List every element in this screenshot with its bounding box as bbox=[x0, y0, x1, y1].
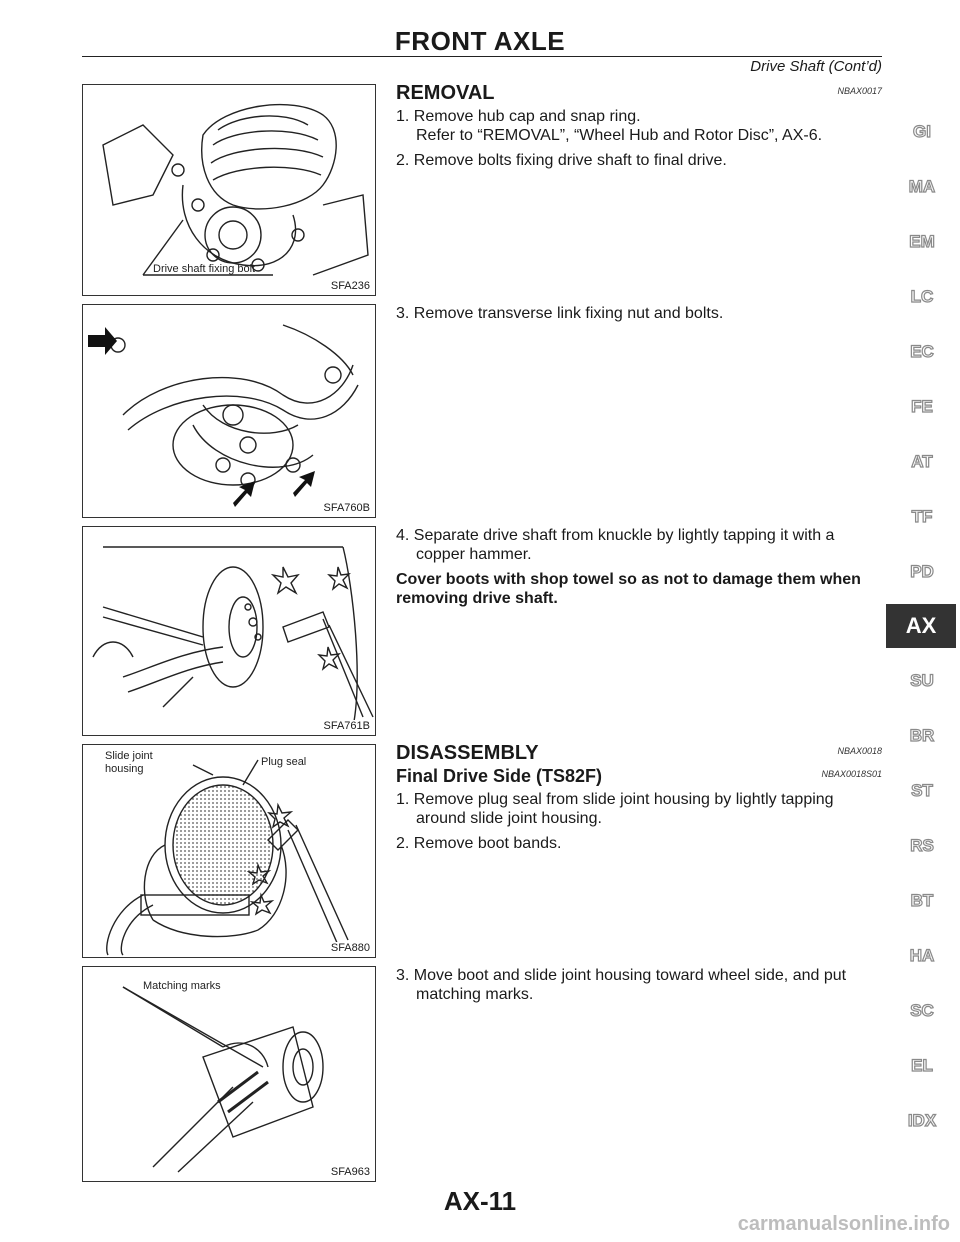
page-number: AX-11 bbox=[443, 1186, 517, 1216]
tab-fe[interactable]: FE bbox=[911, 397, 933, 416]
removal-heading: REMOVAL NBAX0017 bbox=[396, 82, 882, 104]
removal-code: NBAX0017 bbox=[837, 86, 882, 96]
tab-idx[interactable]: IDX bbox=[907, 1111, 937, 1130]
figure-code: SFA236 bbox=[330, 280, 370, 292]
header-rule bbox=[82, 56, 882, 57]
hammer-knuckle-illustration bbox=[83, 527, 375, 735]
tab-ec[interactable]: EC bbox=[910, 342, 934, 361]
tab-br[interactable]: BR bbox=[909, 726, 935, 745]
tab-at[interactable]: AT bbox=[911, 452, 933, 471]
drive-shaft-bolt-illustration bbox=[83, 85, 375, 295]
transverse-link-illustration bbox=[83, 305, 375, 517]
figure-transverse-link bbox=[82, 304, 376, 518]
tab-st[interactable]: ST bbox=[911, 781, 933, 800]
tab-tf[interactable]: TF bbox=[911, 507, 933, 526]
disassembly-subheading: Final Drive Side (TS82F) NBAX0018S01 bbox=[396, 766, 882, 786]
disassembly-subcode: NBAX0018S01 bbox=[821, 769, 882, 779]
figure-separate-drive-shaft bbox=[82, 526, 376, 736]
watermark: carmanualsonline.info bbox=[737, 1213, 950, 1235]
figure-matching-marks bbox=[82, 966, 376, 1182]
section-tabs bbox=[890, 115, 954, 1159]
tab-ax[interactable]: AX bbox=[886, 604, 956, 648]
figure-callout-housing: housing bbox=[105, 763, 144, 775]
removal-step-3: 3. Remove transverse link fixing nut and bolts. bbox=[396, 305, 724, 322]
figure-code: SFA880 bbox=[330, 942, 370, 954]
tab-lc[interactable]: LC bbox=[910, 287, 934, 306]
disassembly-heading: DISASSEMBLY NBAX0018 bbox=[396, 742, 882, 764]
removal-step-4-block bbox=[396, 526, 882, 608]
tab-ma[interactable]: MA bbox=[908, 177, 936, 196]
figure-callout: Drive shaft fixing bolt bbox=[153, 263, 256, 275]
tab-em[interactable]: EM bbox=[909, 232, 935, 251]
figure-callout-slide-joint: Slide joint bbox=[105, 750, 153, 762]
removal-step-3-block bbox=[396, 304, 882, 329]
figure-code: SFA963 bbox=[330, 1166, 370, 1178]
figure-drive-shaft-bolt bbox=[82, 84, 376, 296]
disassembly-step-3-block bbox=[396, 966, 882, 1010]
tab-ha[interactable]: HA bbox=[909, 946, 935, 965]
tab-el[interactable]: EL bbox=[911, 1056, 933, 1075]
figure-code: SFA761B bbox=[323, 720, 370, 732]
page-title: FRONT AXLE bbox=[394, 26, 566, 56]
tab-sc[interactable]: SC bbox=[910, 1001, 934, 1020]
page-subtitle: Drive Shaft (Cont’d) bbox=[750, 58, 882, 75]
disassembly-section bbox=[396, 744, 882, 859]
figure-plug-seal bbox=[82, 744, 376, 958]
disassembly-step-3: 3. Move boot and slide joint housing toward wheel side, and put matching marks. bbox=[396, 967, 847, 1003]
removal-caution-note: Cover boots with shop towel so as not to damage them when removing drive shaft. bbox=[396, 571, 861, 607]
figure-code: SFA760B bbox=[323, 502, 370, 514]
tab-pd[interactable]: PD bbox=[910, 562, 934, 581]
plug-seal-illustration bbox=[83, 745, 375, 957]
tab-gi[interactable]: GI bbox=[913, 122, 931, 141]
matching-marks-illustration bbox=[83, 967, 375, 1181]
figure-callout-plug-seal: Plug seal bbox=[261, 756, 307, 768]
removal-step-2: 2. Remove bolts fixing drive shaft to final drive. bbox=[396, 152, 727, 169]
tab-su[interactable]: SU bbox=[910, 671, 934, 690]
tab-rs[interactable]: RS bbox=[910, 836, 934, 855]
removal-step-4: 4. Separate drive shaft from knuckle by lightly tapping it with a copper hammer. bbox=[396, 527, 835, 563]
disassembly-step-1: 1. Remove plug seal from slide joint housing by lightly tapping around slide joint housing. bbox=[396, 791, 834, 827]
disassembly-step-2: 2. Remove boot bands. bbox=[396, 835, 562, 852]
removal-section bbox=[396, 84, 882, 176]
disassembly-code: NBAX0018 bbox=[837, 746, 882, 756]
figure-callout: Matching marks bbox=[143, 980, 221, 992]
removal-step-1: 1. Remove hub cap and snap ring. Refer to “REMOVAL”, “Wheel Hub and Rotor Disc”, AX-6. bbox=[396, 108, 823, 144]
tab-bt[interactable]: BT bbox=[910, 891, 934, 910]
